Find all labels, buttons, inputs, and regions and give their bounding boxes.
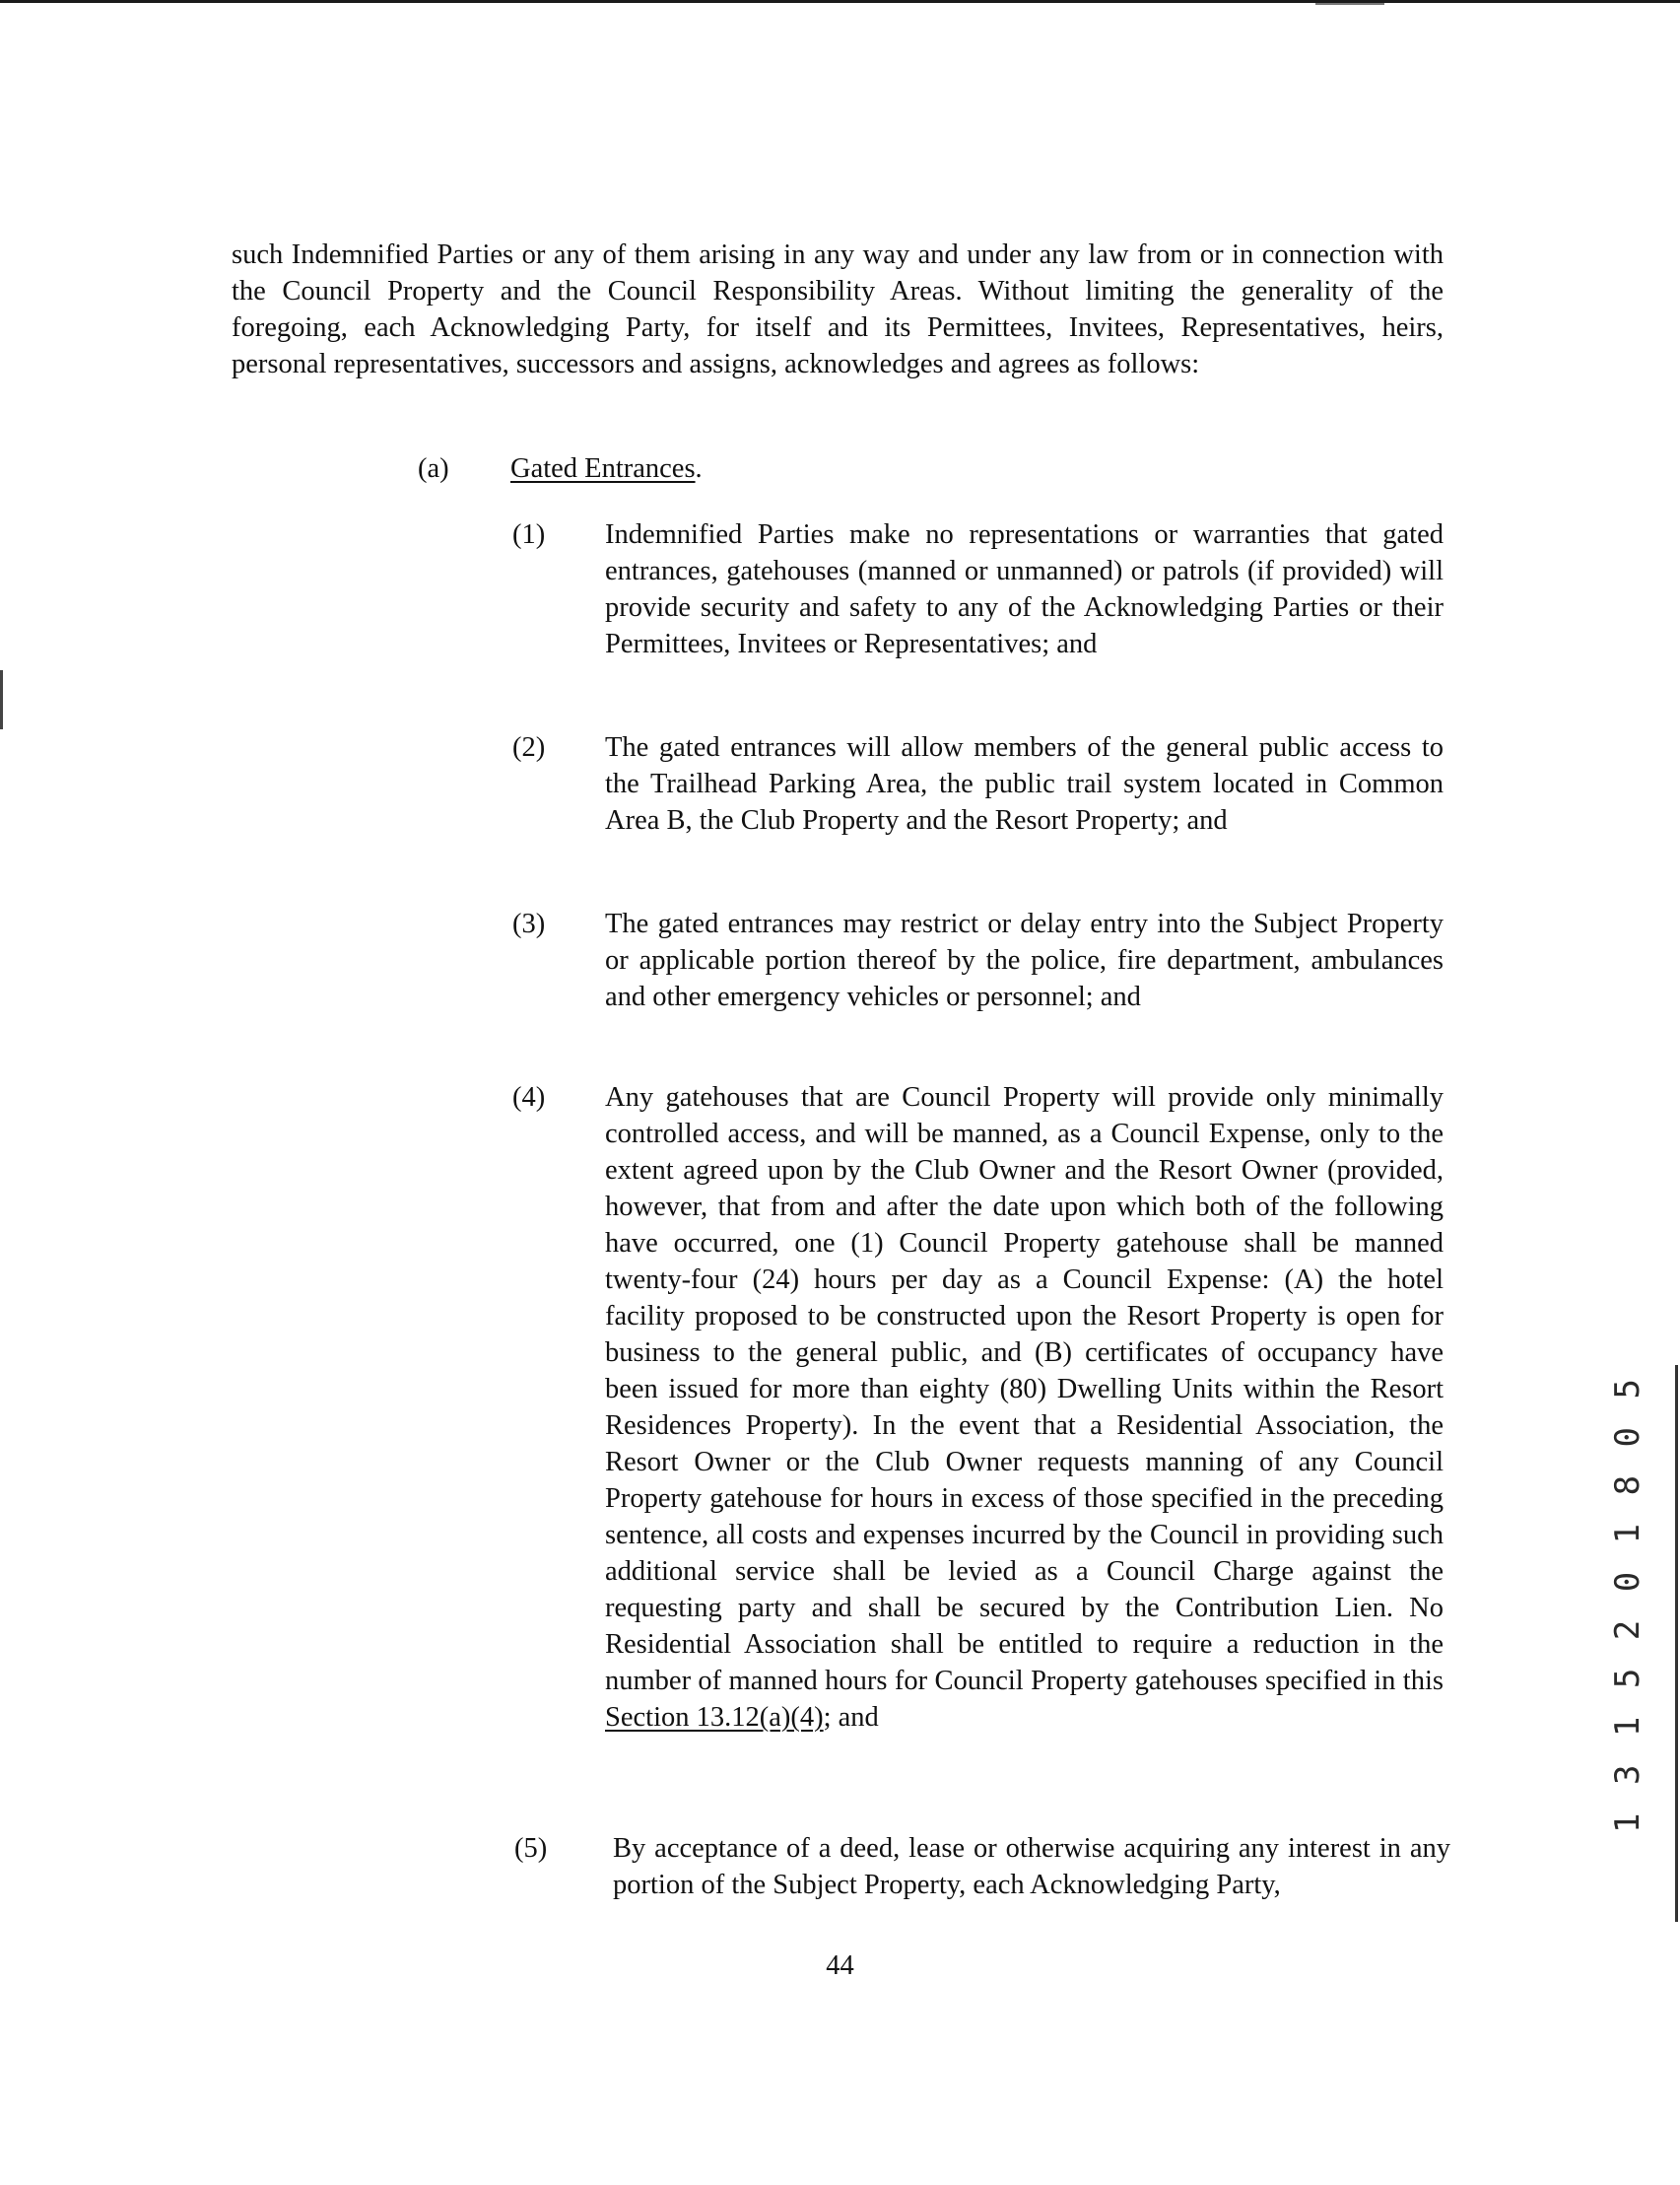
section-a-label: (a) xyxy=(418,453,449,484)
item-text-5: By acceptance of a deed, lease or otherwise acquiring any interest in any portion of the Subject Property, each Acknowledging Party, xyxy=(613,1833,1450,1900)
intro-paragraph: such Indemnified Parties or any of them arising in any way and under any law from or in connection with the Council Property and the Council Responsibility Areas. Without limiting the generality of the foregoing, each Acknowledging Party, for itself and its Permittees, Invitees, Representatives, heirs, personal representatives, successors and assigns, acknowledges and agrees as follows: xyxy=(232,239,1444,379)
item-text-4-end: ; and xyxy=(823,1702,879,1733)
section-a-title xyxy=(510,450,703,487)
item-number-1: (1) xyxy=(512,519,546,550)
bates-number: 1 3 1 5 2 0 1 8 0 5 xyxy=(1608,1375,1647,1833)
scan-left-mark xyxy=(0,670,3,729)
scan-top-tick xyxy=(1315,3,1384,5)
item-number-2: (2) xyxy=(512,732,546,763)
page-number: 44 xyxy=(826,1950,854,1981)
scan-right-mark xyxy=(1675,1365,1678,1922)
section-reference: Section 13.12(a)(4) xyxy=(605,1702,824,1733)
section-a-title-text: Gated Entrances xyxy=(510,453,696,484)
section-a-title-period: . xyxy=(695,453,703,484)
item-number-3: (3) xyxy=(512,909,546,939)
item-text-4 xyxy=(605,1079,1444,1736)
item-text-2: The gated entrances will allow members of the general public access to the Trailhead Parking Area, the public trail system located in Common Area B, the Club Property and the Resort Property; and xyxy=(605,732,1444,836)
scan-top-edge xyxy=(0,0,1680,3)
item-number-4: (4) xyxy=(512,1082,546,1113)
item-text-4-main: Any gatehouses that are Council Property will provide only minimally controlled access, and will be manned, as a Council Expense, only to the extent agreed upon by the Club Owner and the Resort Owner (provided, however, that from and after the date upon which both of the following have occurred, one (1) Council Property gatehouse shall be manned twenty-four (24) hours per day as a Council Expense: (A) the hotel facility proposed to be constructed upon the Resort Property is open for business to the general public, and (B) certificates of occupancy have been issued for more than eighty (80) Dwelling Units within the Resort Residences Property). In the event that a Residential Association, the Resort Owner or the Club Owner requests manning of any Council Property gatehouse for hours in excess of those specified in the preceding sentence, all costs and expenses incurred by the Council in providing such additional service shall be levied as a Council Charge against the requesting party and shall be secured by the Contribution Lien. No Residential Association shall be entitled to require a reduction in the number of manned hours for Council Property gatehouses specified in this xyxy=(605,1082,1444,1696)
item-number-5: (5) xyxy=(514,1833,548,1864)
item-text-3: The gated entrances may restrict or delay entry into the Subject Property or applicable portion thereof by the police, fire department, ambulances and other emergency vehicles or personnel; and xyxy=(605,909,1444,1012)
item-text-1: Indemnified Parties make no representations or warranties that gated entrances, gatehouses (manned or unmanned) or patrols (if provided) will provide security and safety to any of the Acknowledging Parties or their Permittees, Invitees or Representatives; and xyxy=(605,519,1444,659)
